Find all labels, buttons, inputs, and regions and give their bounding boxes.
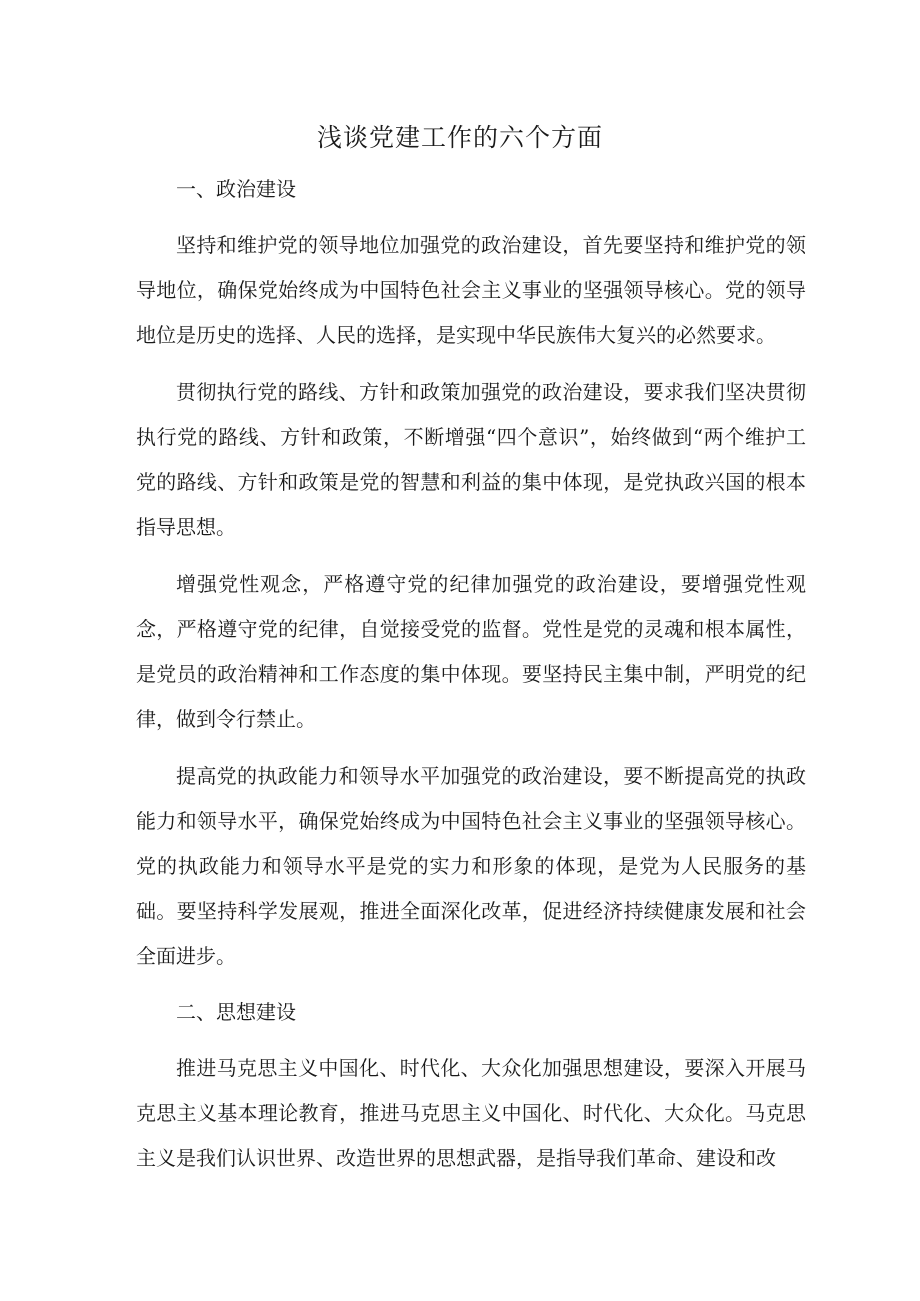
- paragraph: 贯彻执行党的路线、方针和政策加强党的政治建设，要求我们坚决贯彻执行党的路线、方针和政策，不断增强“四个意识”，始终做到“两个维护工党的路线、方针和政策是党的智慧和利益的集中体现，是党执政兴国的根本指导思想。: [136, 380, 806, 539]
- paragraph: 坚持和维护党的领导地位加强党的政治建设，首先要坚持和维护党的领导地位，确保党始终成为中国特色社会主义事业的坚强领导核心。党的领导地位是历史的选择、人民的选择，是实现中华民族伟大复兴的必然要求。: [136, 233, 806, 347]
- paragraph: 增强党性观念，严格遵守党的纪律加强党的政治建设，要增强党性观念，严格遵守党的纪律，自觉接受党的监督。党性是党的灵魂和根本属性，是党员的政治精神和工作态度的集中体现。要坚持民主集中制，严明党的纪律，做到令行禁止。: [136, 572, 806, 731]
- paragraph: 提高党的执政能力和领导水平加强党的政治建设，要不断提高党的执政能力和领导水平，确保党始终成为中国特色社会主义事业的坚强领导核心。党的执政能力和领导水平是党的实力和形象的体现，是党为人民服务的基础。要坚持科学发展观，推进全面深化改革，促进经济持续健康发展和社会全面进步。: [136, 764, 806, 968]
- document-body: [136, 168, 806, 1193]
- section-heading-ideological: 二、思想建设: [176, 1000, 296, 1024]
- paragraph: 推进马克思主义中国化、时代化、大众化加强思想建设，要深入开展马克思主义基本理论教育，推进马克思主义中国化、时代化、大众化。马克思主义是我们认识世界、改造世界的思想武器，是指导我们革命、建设和改: [136, 1056, 806, 1170]
- section-heading-political: 一、政治建设: [176, 177, 296, 201]
- document-title: 浅谈党建工作的六个方面: [316, 123, 603, 152]
